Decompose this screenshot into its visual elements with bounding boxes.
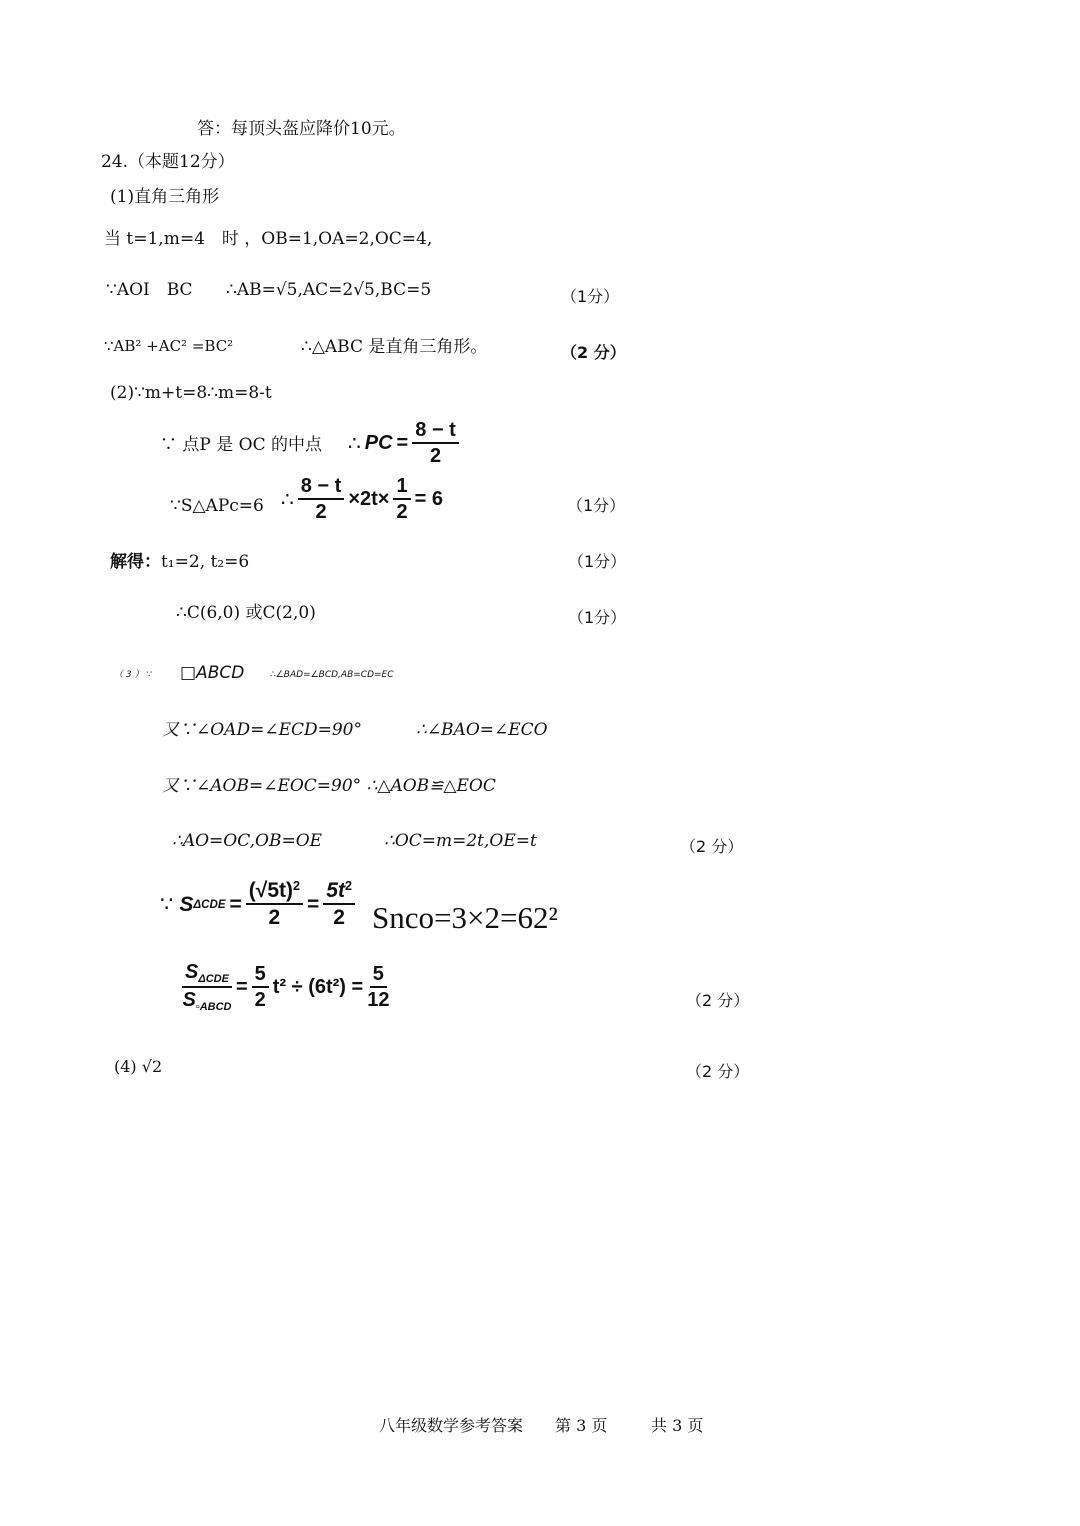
area-fraction-1-den: 2 bbox=[315, 501, 327, 523]
triangle-area-s: S bbox=[179, 892, 194, 916]
area-fraction-2-num: 1 bbox=[393, 476, 410, 500]
triangle-area-eq2: = bbox=[307, 892, 320, 916]
part2-result-score: （1分） bbox=[568, 608, 627, 627]
ratio-f1-num: 5 bbox=[252, 964, 269, 988]
part4-answer: (4) √2 bbox=[114, 1057, 163, 1076]
triangle-area-fraction-1 bbox=[246, 880, 303, 929]
ratio-fraction-1 bbox=[252, 964, 269, 1011]
part3-line3-a: ∴AO=OC,OB=OE bbox=[172, 831, 323, 851]
part1-line3-b: ∴△ABC 是直角三角形。 bbox=[301, 337, 488, 357]
area-fraction-1 bbox=[298, 476, 345, 523]
ratio-f2-num: 5 bbox=[370, 964, 387, 988]
q23-conclusion: 答：每顶头盔应降价10元。 bbox=[197, 119, 406, 139]
solve-value: t₁=2, t₂=6 bbox=[161, 552, 250, 572]
area-middle: ×2t× bbox=[348, 488, 390, 510]
triangle-area-f1-den: 2 bbox=[268, 906, 281, 930]
solve-label: 解得： bbox=[110, 552, 161, 572]
pc-fraction-den: 2 bbox=[429, 445, 442, 467]
triangle-area-fraction-2 bbox=[323, 880, 355, 929]
part3-ratio-score: （2 分） bbox=[686, 991, 750, 1010]
ratio-num-sub: ΔCDE bbox=[198, 972, 229, 985]
part2-midpoint-text: ∵ 点P 是 OC 的中点 bbox=[160, 435, 322, 455]
triangle-area-eq1: = bbox=[229, 892, 242, 916]
ratio-f1-den: 2 bbox=[254, 989, 266, 1012]
part3-line1-a: 又∵∠OAD=∠ECD=90° bbox=[162, 720, 362, 740]
pc-equals: = bbox=[396, 432, 409, 454]
triangle-area-f2-den: 2 bbox=[333, 906, 345, 930]
pc-symbol: PC bbox=[364, 432, 393, 454]
area-fraction-2 bbox=[393, 476, 410, 523]
part1-line3-score: （2 分） bbox=[561, 343, 626, 362]
part1-line2-score: （1分） bbox=[561, 287, 620, 306]
footer-title: 八年级数学参考答案 bbox=[379, 1416, 524, 1435]
triangle-area-f1-num: (√5t) bbox=[248, 879, 293, 902]
triangle-area-f2-num: 5t bbox=[326, 879, 345, 902]
ratio-num-s: S bbox=[185, 961, 199, 983]
part3-parallelogram: □ABCD bbox=[180, 663, 245, 683]
q24-heading: 24.（本题12分） bbox=[101, 152, 235, 172]
pc-fraction bbox=[412, 420, 459, 467]
ratio-middle: t² ÷ (6t²) = bbox=[272, 976, 364, 999]
part1-line2-b: ∴AB=√5,AC=2√5,BC=5 bbox=[226, 280, 432, 300]
part1-line3-a: ∵AB² +AC² =BC² bbox=[104, 337, 234, 355]
ratio-equals: = bbox=[235, 976, 248, 999]
part2-solve-score: （1分） bbox=[568, 552, 627, 571]
ratio-den-sub: ▫ABCD bbox=[195, 1001, 232, 1014]
footer-total-pages: 共 3 页 bbox=[651, 1416, 704, 1435]
pc-formula bbox=[348, 420, 463, 467]
part3-line3-b: ∴OC=m=2t,OE=t bbox=[384, 831, 537, 851]
pc-fraction-num: 8 − t bbox=[412, 420, 459, 444]
part3-line2: 又∵∠AOB=∠EOC=90° ∴△AOB≌△EOC bbox=[162, 776, 496, 796]
part1-line1: 当 t=1,m=4 时 ，OB=1,OA=2,OC=4, bbox=[104, 229, 433, 249]
part1-line2-a: ∵AOI BC bbox=[106, 280, 193, 300]
triangle-area-f2-sup: 2 bbox=[344, 879, 352, 894]
parallelogram-area: Snco=3×2=62² bbox=[372, 900, 558, 935]
part2-line1: (2)∵m+t=8∴m=8-t bbox=[110, 383, 272, 403]
area-result: = 6 bbox=[414, 488, 443, 510]
part2-result: ∴C(6,0) 或C(2,0) bbox=[176, 603, 316, 623]
part2-area-score: （1分） bbox=[567, 496, 626, 515]
part3-condition: ∴∠BAD=∠BCD,AB=CD=EC bbox=[270, 670, 394, 680]
part1-label: (1)直角三角形 bbox=[110, 187, 220, 207]
part2-solve bbox=[110, 554, 249, 571]
triangle-area-f1-sup: 2 bbox=[292, 879, 300, 894]
area-fraction-2-den: 2 bbox=[396, 501, 408, 523]
part3-line1-b: ∴∠BAO=∠ECO bbox=[416, 720, 548, 740]
ratio-left-fraction bbox=[182, 962, 232, 1014]
ratio-f2-den: 12 bbox=[367, 989, 390, 1012]
pc-therefore: ∴ bbox=[348, 433, 361, 455]
part3-label: （ 3 ） ∵ bbox=[114, 670, 153, 680]
ratio-fraction-2 bbox=[367, 964, 389, 1011]
part3-line3-score: （2 分） bbox=[680, 837, 744, 856]
area-therefore: ∴ bbox=[281, 489, 294, 511]
ratio-den-s: S bbox=[182, 989, 196, 1012]
triangle-area-sub: ΔCDE bbox=[193, 898, 226, 911]
footer-page-number: 第 3 页 bbox=[555, 1416, 608, 1435]
part4-score: （2 分） bbox=[686, 1062, 750, 1081]
triangle-area-formula bbox=[160, 880, 359, 929]
triangle-area-because: ∵ bbox=[160, 893, 174, 917]
area-equation bbox=[281, 476, 443, 523]
area-fraction-1-num: 8 − t bbox=[298, 476, 345, 500]
ratio-formula bbox=[178, 962, 393, 1014]
part2-area-text: ∵S△APc=6 bbox=[170, 496, 264, 516]
